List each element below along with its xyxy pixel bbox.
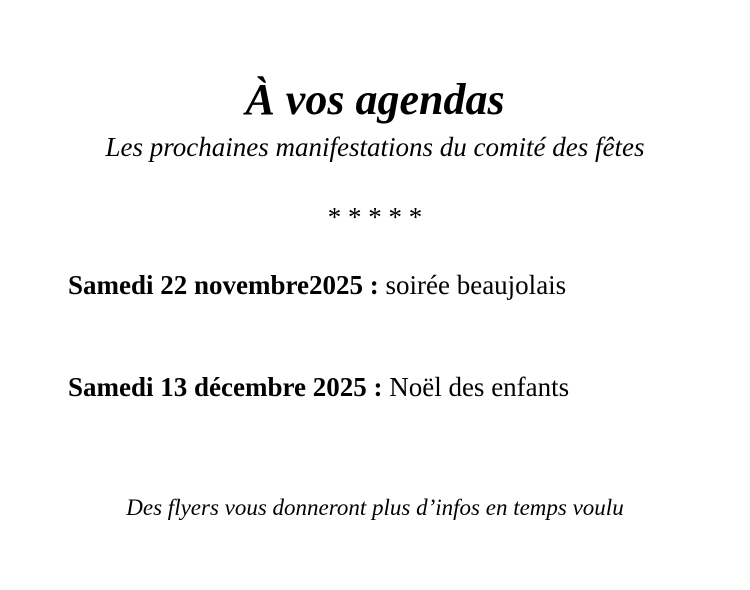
page-subtitle: Les prochaines manifestations du comité des fêtes: [105, 132, 645, 162]
event-item: [68, 370, 569, 404]
event-description: Noël des enfants: [382, 372, 570, 402]
asterisk-separator: * * * * *: [327, 202, 423, 232]
event-item: [68, 268, 566, 302]
event-date: Samedi 13 décembre 2025 :: [68, 372, 383, 402]
footer-note: Des flyers vous donneront plus d’infos en temps voulu: [126, 495, 624, 520]
page-title: À vos agendas: [245, 75, 505, 124]
event-date: Samedi 22 novembre2025 :: [68, 270, 379, 300]
event-description: soirée beaujolais: [378, 270, 567, 300]
